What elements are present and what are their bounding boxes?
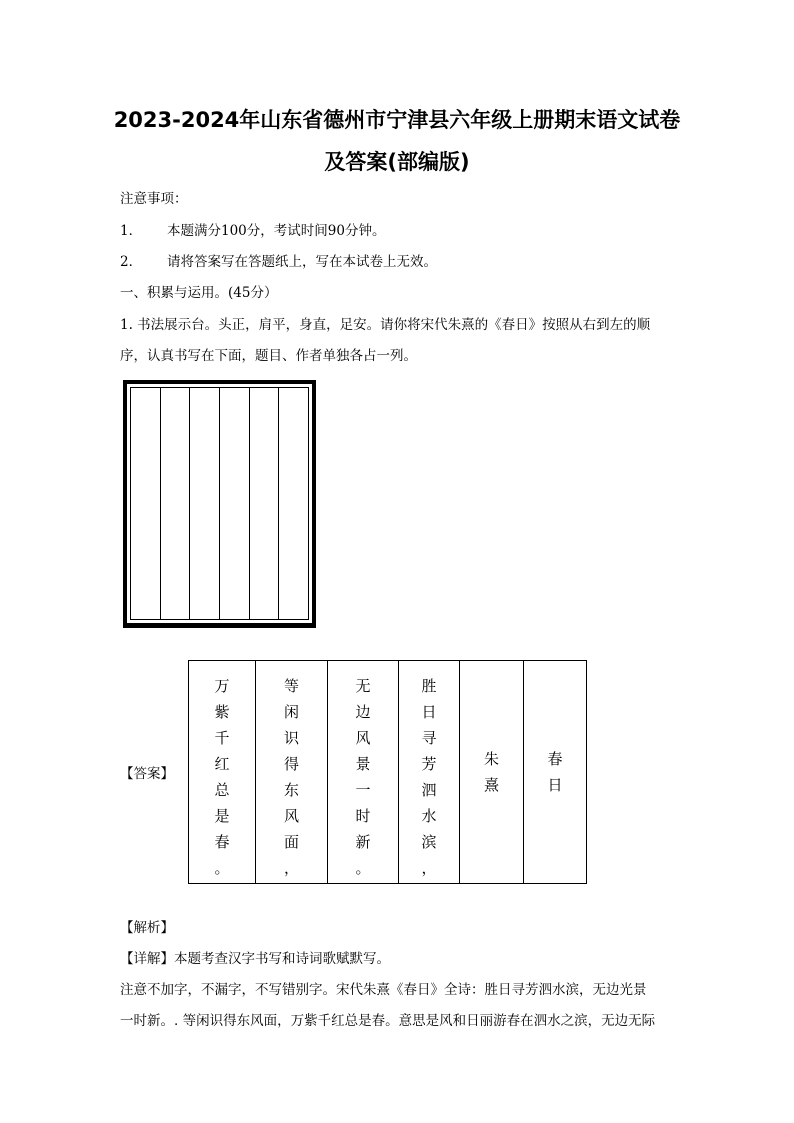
answer-char: 红 <box>214 755 230 773</box>
answer-char: 春 <box>547 750 563 768</box>
answer-char: 是 <box>214 807 230 825</box>
detail-label: 【详解】 <box>120 951 174 967</box>
notice-item-number: 1． <box>120 223 143 239</box>
answer-char: 日 <box>421 703 437 721</box>
answer-column <box>523 661 586 883</box>
analysis-label: 【解析】 <box>120 920 174 936</box>
notice-item-2 <box>120 250 437 270</box>
answer-char: 熹 <box>483 776 499 794</box>
detail-line <box>120 947 390 967</box>
document-title-line2: 及答案(部编版) <box>324 150 470 174</box>
grid-column <box>189 388 219 619</box>
answer-column <box>398 661 459 883</box>
detail-text: 本题考查汉字书写和诗词歌赋默写。 <box>174 951 390 967</box>
answer-char: 面 <box>283 833 299 851</box>
answer-char: 。 <box>355 859 371 877</box>
answer-char: 等 <box>283 677 299 695</box>
answer-column <box>459 661 523 883</box>
section-heading: 一、积累与运用。(45分） <box>120 285 278 301</box>
answer-char: 东 <box>283 781 299 799</box>
answer-column <box>189 661 255 883</box>
question-1-line-1: 1. 书法展示台。头正，肩平，身直，足安。请你将宋代朱熹的《春日》按照从右到左的顺 <box>120 317 651 333</box>
answer-label: 【答案】 <box>120 766 174 782</box>
answer-char: 春 <box>214 833 230 851</box>
answer-char: 边 <box>355 703 371 721</box>
answer-char: 朱 <box>483 750 499 768</box>
answer-char: 无 <box>355 677 371 695</box>
answer-char: ， <box>421 859 437 877</box>
paragraph-line-2: 一时新。. 等闲识得东风面，万紫千红总是春。意思是风和日丽游春在泗水之滨，无边无际 <box>120 1013 656 1029</box>
document-title-line1: 2023-2024年山东省德州市宁津县六年级上册期末语文试卷 <box>113 108 681 132</box>
answer-char: 总 <box>214 781 230 799</box>
answer-char: 景 <box>355 755 371 773</box>
answer-char: 千 <box>214 729 230 747</box>
answer-char: 泗 <box>421 781 437 799</box>
notice-item-1 <box>120 219 385 239</box>
grid-column <box>131 388 160 619</box>
writing-grid <box>123 380 316 628</box>
notice-item-text: 请将答案写在答题纸上，写在本试卷上无效。 <box>167 254 437 270</box>
grid-column <box>160 388 190 619</box>
answer-char: 寻 <box>421 729 437 747</box>
answer-char: 一 <box>355 781 371 799</box>
answer-char: 风 <box>355 729 371 747</box>
answer-char: 时 <box>355 807 371 825</box>
answer-char: 得 <box>283 755 299 773</box>
answer-char: 水 <box>421 807 437 825</box>
answer-char: 滨 <box>421 833 437 851</box>
notice-item-number: 2． <box>120 254 143 270</box>
answer-column <box>255 661 327 883</box>
grid-column <box>249 388 279 619</box>
answer-char: 芳 <box>421 755 437 773</box>
answer-char: 万 <box>214 677 230 695</box>
grid-column <box>219 388 249 619</box>
answer-char: 闲 <box>283 703 299 721</box>
answer-char: 识 <box>283 729 299 747</box>
grid-column <box>278 388 308 619</box>
question-1-line-2: 序，认真书写在下面，题目、作者单独各占一列。 <box>120 348 417 364</box>
answer-column <box>327 661 398 883</box>
answer-char: 紫 <box>214 703 230 721</box>
answer-char: 。 <box>214 859 230 877</box>
answer-char: 胜 <box>421 677 437 695</box>
answer-char: 新 <box>355 833 371 851</box>
answer-char: ， <box>283 859 299 877</box>
notice-heading: 注意事项： <box>120 191 188 207</box>
paragraph-line-1: 注意不加字，不漏字，不写错别字。宋代朱熹《春日》全诗：胜日寻芳泗水滨，无边光景 <box>120 982 647 998</box>
answer-char: 日 <box>547 776 563 794</box>
answer-table <box>188 660 587 884</box>
notice-item-text: 本题满分100分，考试时间90分钟。 <box>167 223 386 239</box>
answer-char: 风 <box>283 807 299 825</box>
